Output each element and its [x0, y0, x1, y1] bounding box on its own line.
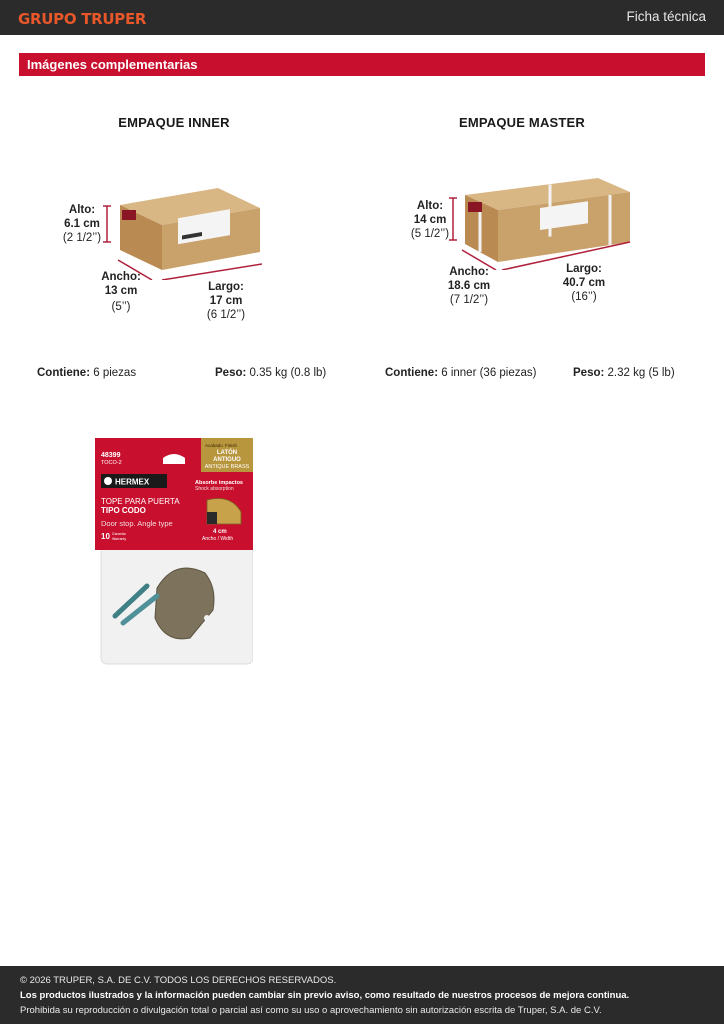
inner-weight-value: 0.35 kg (0.8 lb) [249, 367, 327, 379]
master-width-imperial: (7 1/2’’) [449, 294, 489, 306]
master-height-label: Alto: [416, 200, 444, 212]
master-contents-label: Contiene: [385, 367, 439, 379]
finish-label: Acabado [205, 443, 223, 448]
warranty-label-en: Warranty [112, 537, 127, 541]
inner-weight [215, 367, 326, 379]
inner-length-imperial: (6 1/2’’) [206, 309, 246, 321]
section-title: Imágenes complementarias [27, 57, 198, 72]
master-contents-value: 6 inner (36 piezas) [441, 367, 537, 379]
footer-copyright: © 2026 TRUPER, S.A. DE C.V. TODOS LOS DERECHOS RESERVADOS. [20, 975, 337, 986]
document-type-label: Ficha técnica [626, 9, 706, 24]
section-header [19, 53, 705, 76]
product-code: 48399 [101, 452, 121, 459]
master-height-imperial: (5 1/2’’) [410, 228, 450, 240]
inner-length-label: Largo: [208, 281, 244, 293]
inner-contents-label: Contiene: [37, 367, 91, 379]
master-width-label: Ancho: [449, 266, 489, 278]
product-name-es-2: TIPO CODO [101, 506, 146, 515]
inner-weight-label: Peso: [215, 367, 247, 379]
finish-value-2: ANTIGUO [213, 457, 241, 463]
inner-box-illustration [100, 180, 270, 280]
warranty-years: 10 [101, 532, 110, 541]
finish-value-en: ANTIQUE BRASS [204, 464, 250, 470]
inner-width-metric: 13 cm [104, 285, 138, 297]
finish-label-en: Finish [225, 443, 238, 448]
box-tape-mark [468, 202, 482, 212]
master-length-label: Largo: [566, 263, 602, 275]
product-model: TOCO-2 [101, 460, 122, 466]
master-height-dimension [408, 199, 452, 241]
inner-contents [37, 367, 136, 379]
master-pack-title: EMPAQUE MASTER [458, 115, 586, 130]
finish-value-1: LATÓN [216, 450, 238, 456]
inner-width-label: Ancho: [101, 271, 141, 283]
footer-notice: Los productos ilustrados y la información pueden cambiar sin previo aviso, como resultado de nuestros procesos de mejora continua. [20, 990, 630, 1001]
brand-name: HERMEX [115, 477, 150, 487]
product-package-image [95, 438, 253, 666]
master-width-metric: 18.6 cm [447, 280, 491, 292]
master-length-dimension [556, 262, 612, 304]
master-box-illustration [440, 170, 640, 270]
inner-height-metric: 6.1 cm [64, 218, 100, 230]
inner-length-metric: 17 cm [209, 295, 243, 307]
product-name-en: Door stop. Angle type [101, 519, 173, 528]
product-name-es-1: TOPE PARA PUERTA [101, 497, 180, 506]
inner-length-dimension [200, 280, 252, 322]
feature-es: Absorbe impactos [195, 480, 243, 486]
feature-en: Shock absorption [195, 486, 234, 492]
width-value: 4 cm [213, 529, 227, 535]
warranty-label-es: Garantía [112, 532, 126, 536]
inner-width-dimension [98, 270, 144, 314]
master-weight-value: 2.32 kg (5 lb) [607, 367, 675, 379]
inner-height-dimension [60, 203, 104, 245]
brand-logo: GRUPO TRUPER [18, 10, 147, 28]
master-length-imperial: (16’’) [571, 291, 597, 303]
top-bar [0, 0, 724, 35]
inner-width-imperial: (5’’) [111, 301, 131, 313]
master-weight-label: Peso: [573, 367, 605, 379]
master-height-metric: 14 cm [413, 214, 447, 226]
footer [0, 966, 724, 1024]
master-width-dimension [444, 265, 494, 307]
inner-contents-value: 6 piezas [93, 367, 137, 379]
inner-pack-title: EMPAQUE INNER [118, 115, 230, 130]
master-weight [573, 367, 675, 379]
master-length-metric: 40.7 cm [562, 277, 606, 289]
width-label: Ancho / Width [202, 536, 234, 542]
footer-prohibition: Prohibida su reproducción o divulgación total o parcial así como su uso o aprovechamiento sin autorización escrita de Truper, S.A. de C.V. [20, 1005, 602, 1016]
master-contents [385, 367, 536, 379]
inner-height-imperial: (2 1/2’’) [62, 232, 102, 244]
inner-height-label: Alto: [68, 204, 96, 216]
box-tape-mark [122, 210, 136, 220]
